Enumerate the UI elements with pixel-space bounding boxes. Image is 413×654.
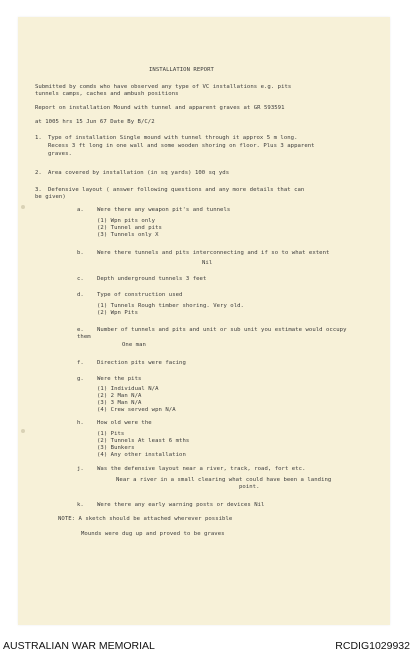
question-k: Were there any early warning posts or devices Nil (97, 502, 265, 508)
question-d: Type of construction used (97, 292, 183, 298)
question-e: them (77, 334, 91, 340)
punch-hole-mark (21, 429, 25, 433)
sub-label: a. (77, 207, 84, 213)
question-b: Were there tunnels and pits interconnecting and if so to what extent (97, 250, 330, 256)
option-line: (3) 3 Man N/A (97, 400, 142, 406)
area-covered-line: Area covered by installation (in sq yards) 100 sq yds (48, 170, 230, 176)
document-page (18, 17, 390, 625)
option-line: (2) Wpn Pits (97, 310, 139, 316)
option-line: (1) Wpn pits only (97, 218, 156, 224)
item-number: 2. (35, 170, 42, 176)
report-on-line: Report on installation Mound with tunnel and apparent graves at GR 593591 (35, 105, 285, 111)
sub-label: j. (77, 466, 84, 472)
archive-name: AUSTRALIAN WAR MEMORIAL (3, 640, 155, 652)
time-date-line: at 1005 hrs 15 Jun 67 Date By B/C/2 (35, 119, 155, 125)
answer-e: One man (122, 342, 146, 348)
sub-label: e. (77, 327, 84, 333)
sub-label: g. (77, 376, 84, 382)
intro-line: Submitted by comds who have observed any type of VC installations e.g. pits (35, 84, 292, 90)
closing-remark: Mounds were dug up and proved to be graves (81, 531, 225, 537)
archive-footer (0, 634, 413, 654)
sub-label: f. (77, 360, 84, 366)
installation-type-line: Type of installation Single mound with tunnel through it approx 5 m long. (48, 135, 298, 141)
question-a: Were there any weapon pit's and tunnels (97, 207, 231, 213)
punch-hole-mark (21, 205, 25, 209)
sub-label: d. (77, 292, 84, 298)
question-j: Was the defensive layout near a river, track, road, fort etc. (97, 466, 306, 472)
option-line: (4) Crew served wpn N/A (97, 407, 176, 413)
option-line: (1) Tunnels Rough timber shoring. Very old. (97, 303, 244, 309)
installation-type-line: Recess 3 ft long in one wall and some wooden shoring on floor. Plus 3 apparent (48, 143, 315, 149)
defensive-layout-line: Defensive layout ( answer following questions and any more details that can (48, 187, 305, 193)
item-number: 1. (35, 135, 42, 141)
option-line: (4) Any other installation (97, 452, 186, 458)
option-line: (1) Individual N/A (97, 386, 159, 392)
sketch-note: NOTE: A sketch should be attached wherever possible (58, 516, 233, 522)
answer-j: point. (239, 484, 260, 490)
option-line: (3) Tunnels only X (97, 232, 159, 238)
item-number: 3. (35, 187, 42, 193)
option-line: (1) Pits (97, 431, 125, 437)
question-e: Number of tunnels and pits and unit or sub unit you estimate would occupy (97, 327, 347, 333)
question-g: Were the pits (97, 376, 142, 382)
sub-label: k. (77, 502, 84, 508)
installation-type-line: graves. (48, 151, 72, 157)
question-h: How old were the (97, 420, 152, 426)
question-f: Direction pits were facing (97, 360, 186, 366)
intro-line: tunnels camps, caches and ambush positions (35, 91, 179, 97)
defensive-layout-line: be given) (35, 194, 66, 200)
question-c: Depth underground tunnels 3 feet (97, 276, 207, 282)
record-id: RCDIG1029932 (335, 640, 410, 652)
option-line: (2) Tunnel and pits (97, 225, 162, 231)
option-line: (3) Bunkers (97, 445, 135, 451)
option-line: (2) 2 Man N/A (97, 393, 142, 399)
sub-label: b. (77, 250, 84, 256)
sub-label: h. (77, 420, 84, 426)
option-line: (2) Tunnels At least 6 mths (97, 438, 190, 444)
sub-label: c. (77, 276, 84, 282)
answer-b: Nil (202, 260, 213, 266)
report-title: INSTALLATION REPORT (149, 67, 214, 73)
answer-j: Near a river in a small clearing what could have been a landing (116, 477, 332, 483)
